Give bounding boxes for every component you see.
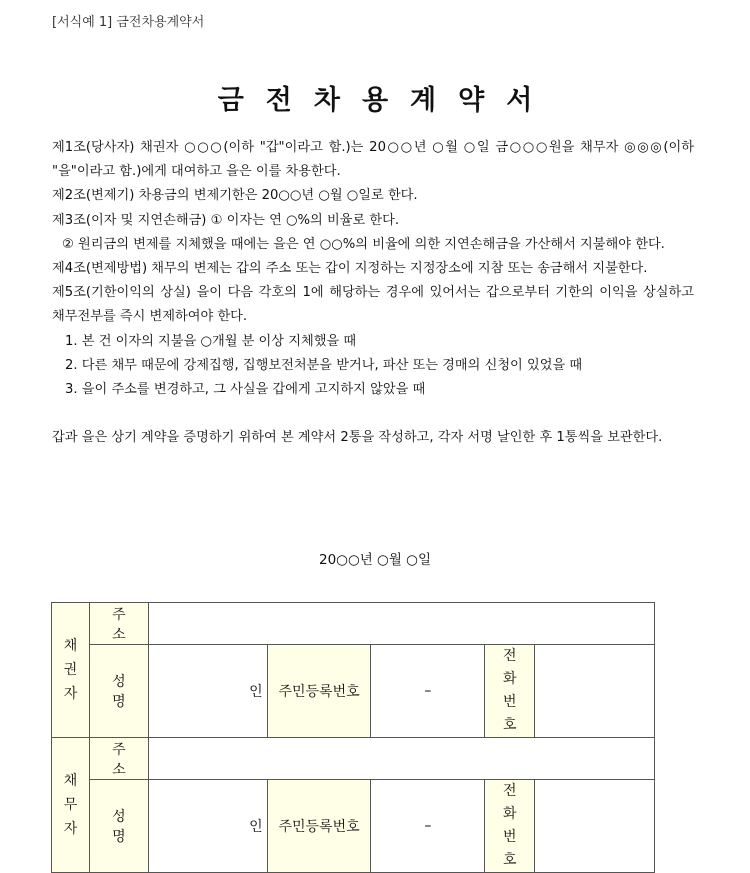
debtor-address-field[interactable] [148, 738, 654, 780]
article-3-clause-2: ② 원리금의 변제를 지체했을 때에는 을은 연 ○○%의 비율에 의한 지연손해금을 가산해서 지불해야 한다. [62, 236, 665, 252]
creditor-address-field[interactable] [148, 603, 654, 645]
article-1: 제1조(당사자) 채권자 ○○○(이하 "갑"이라고 함.)는 20○○년 ○월 ○일 금○○○원을 채무자 ◎◎◎(이하 "을"이라고 함.)에게 대여하고 을은 이를 차용한다. [52, 140, 694, 180]
article-4: 제4조(변제방법) 채무의 변제는 갑의 주소 또는 갑이 지정하는 지정장소에 지참 또는 송금해서 지불한다. [52, 261, 648, 277]
signature-table [51, 602, 655, 873]
creditor-seal: 인 [148, 645, 267, 738]
contract-date: 20○○년 ○월 ○일 [318, 552, 431, 568]
list-item: 3. 을이 주소를 변경하고, 그 사실을 갑에게 고지하지 않았을 때 [65, 382, 426, 398]
closing-paragraph: 갑과 을은 상기 계약을 증명하기 위하여 본 계약서 2통을 작성하고, 각자 서명 날인한 후 1통씩을 보관한다. [52, 430, 663, 446]
debtor-resident-no-label: 주민등록번호 [267, 780, 371, 873]
article-3: 제3조(이자 및 지연손해금) ① 이자는 연 ○%의 비율로 한다. [52, 212, 400, 228]
debtor-phone-label: 전화 번호 [485, 780, 535, 873]
debtor-resident-no-field[interactable]: – [371, 780, 485, 873]
debtor-address-label: 주 소 [89, 738, 148, 780]
contract-body [52, 136, 694, 450]
list-item: 1. 본 건 이자의 지불을 ○개월 분 이상 지체했을 때 [65, 333, 357, 349]
debtor-phone-field[interactable] [535, 780, 655, 873]
debtor-name-label: 성 명 [89, 780, 148, 873]
document-title: 금전차용계약서 [217, 85, 555, 116]
article-5: 제5조(기한이익의 상실) 을이 다음 각호의 1에 해당하는 경우에 있어서는 갑으로부터 기한의 이익을 상실하고 채무전부를 즉시 변제하여야 한다. [52, 285, 694, 325]
article-2: 제2조(변제기) 차용금의 변제기한은 20○○년 ○월 ○일로 한다. [52, 188, 418, 204]
creditor-phone-label: 전화 번호 [485, 645, 535, 738]
creditor-name-label: 성 명 [89, 645, 148, 738]
debtor-label: 채 무 자 [52, 738, 90, 873]
creditor-address-label: 주 소 [89, 603, 148, 645]
debtor-seal: 인 [148, 780, 267, 873]
list-item: 2. 다른 채무 때문에 강제집행, 집행보전처분을 받거나, 파산 또는 경매의 신청이 있었을 때 [65, 357, 583, 373]
creditor-phone-field[interactable] [535, 645, 655, 738]
creditor-resident-no-field[interactable]: – [371, 645, 485, 738]
creditor-resident-no-label: 주민등록번호 [267, 645, 371, 738]
creditor-label: 채 권 자 [52, 603, 90, 738]
form-label: [서식예 1] 금전차용계약서 [52, 15, 205, 30]
